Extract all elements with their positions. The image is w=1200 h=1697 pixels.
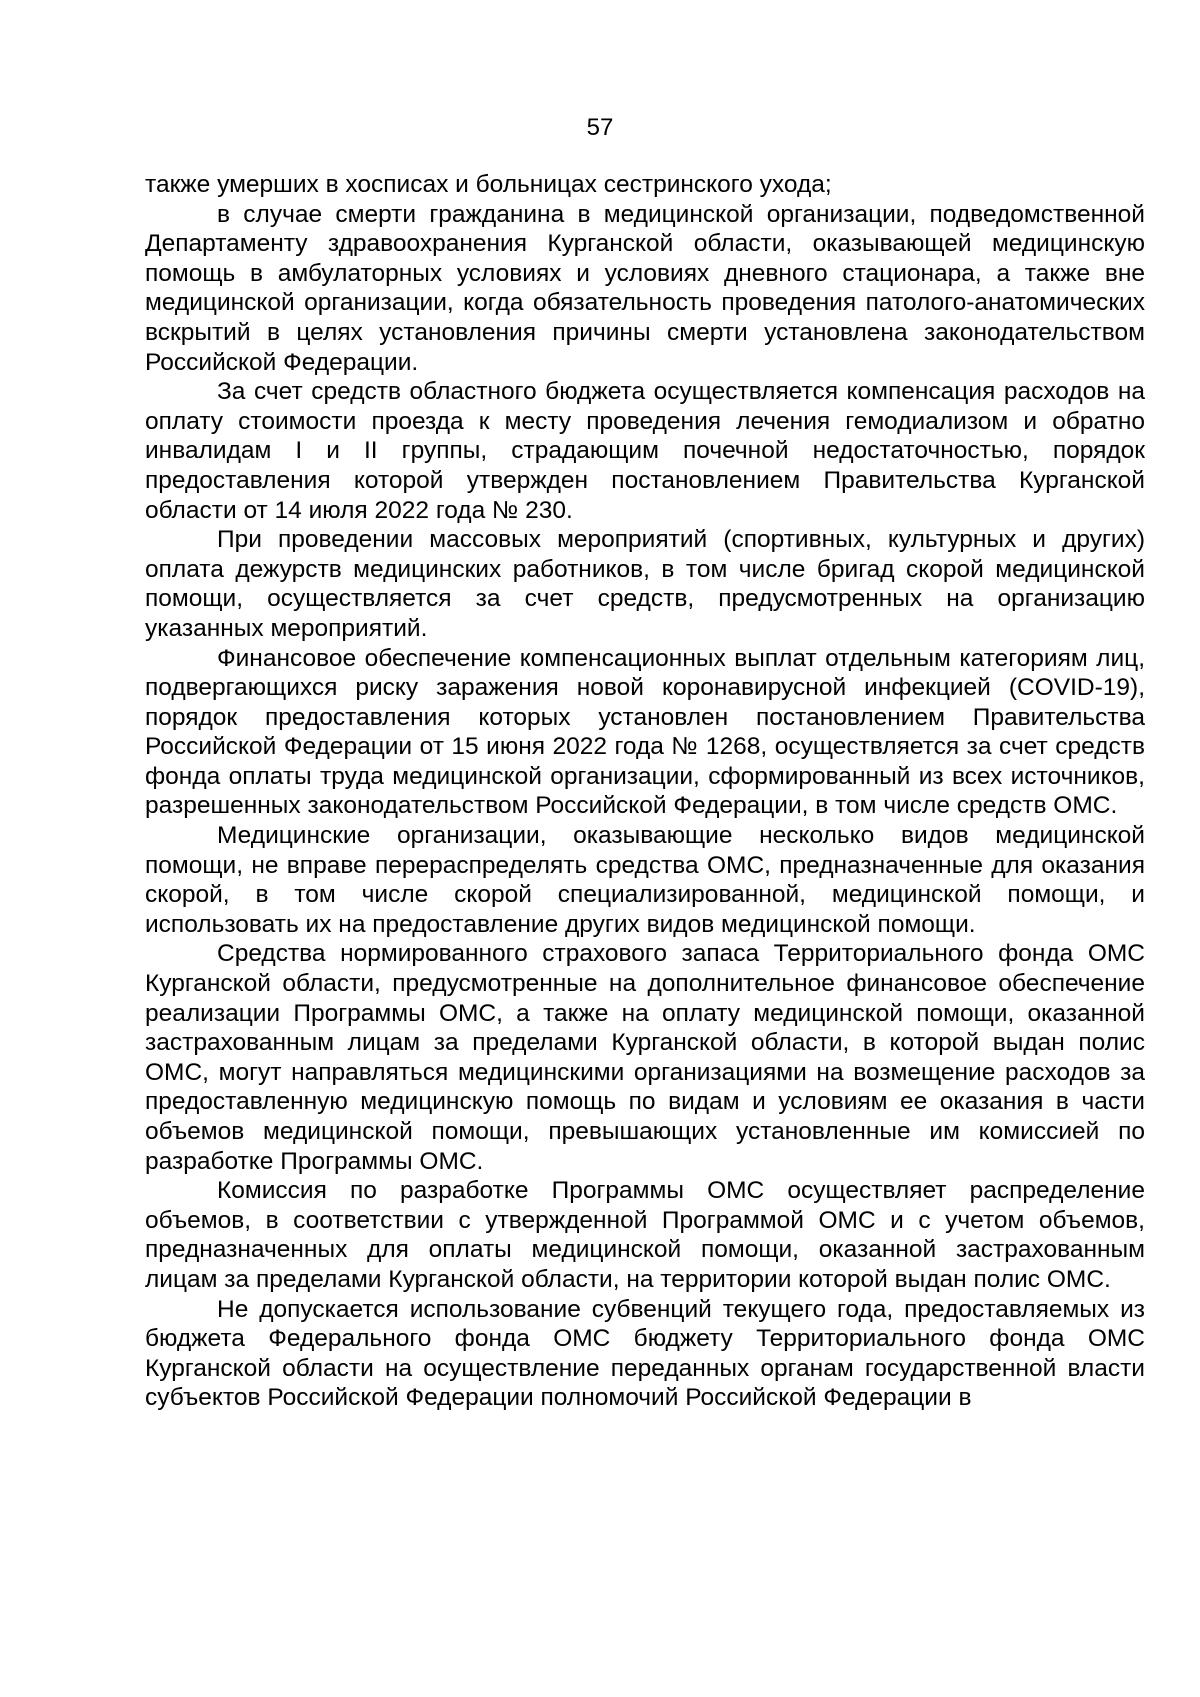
paragraph-insurance-reserve: Средства нормированного страхового запаса Территориального фонда ОМС Курганской области, предусмотренные на дополнительное финансовое обеспечение реализации Программы ОМС, а также на оплату медицинской помощи, оказанной застрахованным лицам за пределами Курганской области, в которой выдан полис ОМС, могут направляться медицинскими организациями на возмещение расходов за предоставленную медицинскую помощь по видам и условиям ее оказания в части объемов медицинской помощи, превышающих установленные им комиссией по разработке Программы ОМС. [145,940,1145,1175]
document-body [145,170,1145,1413]
paragraph-mass-events: При проведении массовых мероприятий (спортивных, культурных и других) оплата дежурств медицинских работников, в том числе бригад скорой медицинской помощи, осуществляется за счет средств, предусмотренных на организацию указанных мероприятий. [145,526,1145,642]
paragraph-covid-payments: Финансовое обеспечение компенсационных выплат отдельным категориям лиц, подвергающихся риску заражения новой коронавирусной инфекцией (COVID-19), порядок предоставления которых установлен постановлением Правительства Российской Федерации от 15 июня 2022 года № 1268, осуществляется за счет средств фонда оплаты труда медицинской организации, сформированный из всех источников, разрешенных законодательством Российской Федерации, в том числе средств ОМС. [145,644,1145,820]
paragraph-continuation: также умерших в хосписах и больницах сестринского ухода; [145,171,832,198]
page-number: 57 [586,114,614,141]
paragraph-subventions: Не допускается использование субвенций текущего года, предоставляемых из бюджета Федерального фонда ОМС бюджету Территориального фонда ОМС Курганской области на осуществление переданных органам государственной власти субъектов Российской Федерации полномочий Российской Федерации в [145,1295,1145,1412]
paragraph-commission-distribution: Комиссия по разработке Программы ОМС осуществляет распределение объемов, в соответствии с утвержденной Программой ОМС и с учетом объемов, предназначенных для оплаты медицинской помощи, оказанной застрахованным лицам за пределами Курганской области, на территории которой выдан полис ОМС. [145,1177,1145,1293]
paragraph-emergency-funds: Медицинские организации, оказывающие несколько видов медицинской помощи, не вправе перераспределять средства ОМС, предназначенные для оказания скорой, в том числе скорой специализированной, медицинской помощи, и использовать их на предоставление других видов медицинской помощи. [145,822,1145,938]
paragraph-autopsy-conditions: в случае смерти гражданина в медицинской организации, подведомственной Департаменту здравоохранения Курганской области, оказывающей медицинскую помощь в амбулаторных условиях и условиях дневного стационара, а также вне медицинской организации, когда обязательность проведения патолого-анатомических вскрытий в целях установления причины смерти установлена законодательством Российской Федерации. [145,200,1145,376]
paragraph-hemodialysis-compensation: За счет средств областного бюджета осуществляется компенсация расходов на оплату стоимости проезда к месту проведения лечения гемодиализом и обратно инвалидам I и II группы, страдающим почечной недостаточностью, порядок предоставления которой утвержден постановлением Правительства Курганской области от 14 июля 2022 года № 230. [145,378,1145,524]
